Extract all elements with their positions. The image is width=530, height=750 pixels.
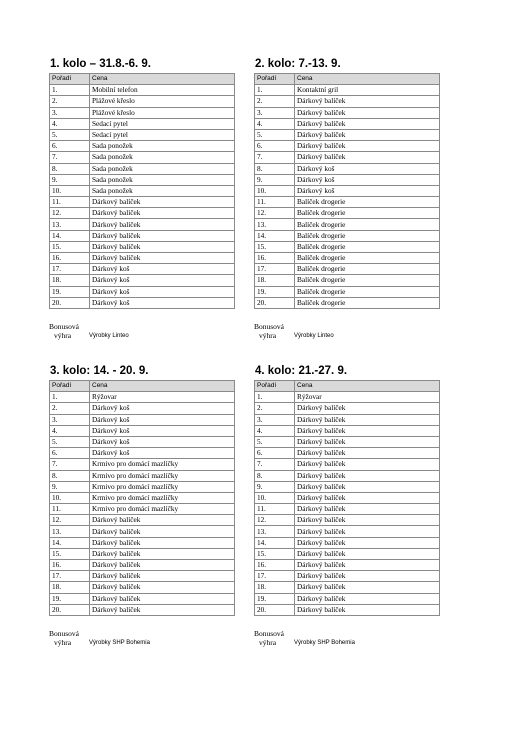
prize-cell: Mobilní telefon	[90, 85, 235, 96]
table-row	[255, 264, 440, 275]
prize-cell: Dárkový koš	[90, 425, 235, 436]
rank-cell: 10.	[255, 492, 295, 503]
round-2	[254, 57, 439, 342]
prize-cell: Dárkový koš	[295, 163, 440, 174]
rank-cell: 7.	[50, 152, 90, 163]
rank-cell: 17.	[50, 264, 90, 275]
table-row	[255, 241, 440, 252]
rank-cell: 11.	[50, 504, 90, 515]
bonus-label	[49, 629, 91, 647]
prize-cell: Krmivo pro domácí mazlíčky	[90, 492, 235, 503]
prize-cell: Dárkový balíček	[295, 403, 440, 414]
prize-cell: Balíček drogerie	[295, 253, 440, 264]
table-row	[255, 548, 440, 559]
round-3-bonus	[49, 629, 234, 649]
rank-cell: 10.	[50, 185, 90, 196]
prize-cell: Krmivo pro domácí mazlíčky	[90, 459, 235, 470]
prize-cell: Dárkový balíček	[295, 436, 440, 447]
rank-cell: 11.	[255, 504, 295, 515]
rank-cell: 6.	[50, 448, 90, 459]
rank-cell: 16.	[255, 560, 295, 571]
rank-cell: 12.	[255, 208, 295, 219]
prize-cell: Dárkový balíček	[295, 425, 440, 436]
prize-cell: Balíček drogerie	[295, 241, 440, 252]
round-4	[254, 364, 439, 649]
rank-cell: 8.	[255, 470, 295, 481]
prize-cell: Dárkový balíček	[295, 107, 440, 118]
round-4-prize-table	[254, 380, 440, 616]
bonus-label-line2: výhra	[259, 637, 277, 647]
table-row	[50, 492, 235, 503]
table-row	[255, 197, 440, 208]
table-row	[50, 152, 235, 163]
table-row	[50, 264, 235, 275]
round-1	[49, 57, 234, 342]
table-row	[50, 571, 235, 582]
table-row	[50, 297, 235, 308]
rank-cell: 5.	[255, 129, 295, 140]
prize-cell: Dárkový balíček	[90, 548, 235, 559]
table-row	[255, 515, 440, 526]
rank-cell: 15.	[255, 548, 295, 559]
table-row	[255, 504, 440, 515]
rank-cell: 5.	[50, 436, 90, 447]
prize-cell: Dárkový koš	[295, 185, 440, 196]
table-row	[50, 403, 235, 414]
rank-column-header: Pořadí	[255, 74, 295, 85]
round-3-title: 3. kolo: 14. - 20. 9.	[50, 365, 149, 377]
rank-cell: 8.	[50, 470, 90, 481]
table-row	[50, 174, 235, 185]
table-row	[255, 96, 440, 107]
table-row	[255, 85, 440, 96]
rank-cell: 20.	[50, 297, 90, 308]
rank-cell: 19.	[255, 286, 295, 297]
prize-cell: Dárkový balíček	[295, 118, 440, 129]
prize-cell: Dárkový balíček	[295, 537, 440, 548]
prize-column-header: Cena	[90, 381, 235, 392]
table-row	[255, 571, 440, 582]
table-row	[50, 515, 235, 526]
table-row	[255, 414, 440, 425]
prize-cell: Balíček drogerie	[295, 208, 440, 219]
rank-column-header: Pořadí	[50, 381, 90, 392]
rank-cell: 3.	[50, 414, 90, 425]
table-row	[50, 129, 235, 140]
table-row	[50, 425, 235, 436]
table-row	[255, 392, 440, 403]
table-row	[255, 470, 440, 481]
bonus-label-line1: Bonusová	[49, 321, 79, 331]
prize-cell: Krmivo pro domácí mazlíčky	[90, 481, 235, 492]
prize-cell: Plážové křeslo	[90, 96, 235, 107]
rank-cell: 16.	[255, 253, 295, 264]
rank-cell: 17.	[255, 264, 295, 275]
rank-cell: 17.	[50, 571, 90, 582]
prize-cell: Dárkový balíček	[295, 492, 440, 503]
prize-cell: Sada ponožek	[90, 152, 235, 163]
rank-cell: 20.	[255, 297, 295, 308]
rank-cell: 17.	[255, 571, 295, 582]
bonus-label	[254, 322, 296, 340]
rank-cell: 20.	[50, 604, 90, 615]
table-row	[50, 481, 235, 492]
table-row	[50, 436, 235, 447]
prize-cell: Rýžovar	[295, 392, 440, 403]
table-row	[255, 152, 440, 163]
prize-cell: Dárkový balíček	[295, 548, 440, 559]
table-row	[255, 208, 440, 219]
table-header-row	[50, 74, 235, 85]
rank-cell: 4.	[255, 118, 295, 129]
prize-cell: Sada ponožek	[90, 141, 235, 152]
rank-cell: 15.	[255, 241, 295, 252]
round-3	[49, 364, 234, 649]
bonus-label-line1: Bonusová	[254, 628, 284, 638]
rank-cell: 3.	[255, 107, 295, 118]
prize-cell: Balíček drogerie	[295, 297, 440, 308]
table-row	[255, 403, 440, 414]
rank-cell: 1.	[255, 85, 295, 96]
table-row	[50, 230, 235, 241]
prize-cell: Dárkový balíček	[90, 526, 235, 537]
prize-cell: Dárkový balíček	[90, 537, 235, 548]
table-row	[50, 107, 235, 118]
rank-cell: 4.	[50, 118, 90, 129]
table-row	[50, 537, 235, 548]
table-row	[255, 174, 440, 185]
prize-cell: Dárkový koš	[90, 448, 235, 459]
rank-cell: 19.	[50, 286, 90, 297]
round-1-prize-table	[49, 73, 235, 309]
table-row	[50, 604, 235, 615]
prize-column-header: Cena	[295, 74, 440, 85]
prize-cell: Krmivo pro domácí mazlíčky	[90, 470, 235, 481]
round-2-prize-table	[254, 73, 440, 309]
table-row	[50, 118, 235, 129]
rank-cell: 8.	[255, 163, 295, 174]
prize-cell: Dárkový balíček	[295, 481, 440, 492]
prize-cell: Dárkový balíček	[90, 571, 235, 582]
rank-cell: 9.	[50, 481, 90, 492]
prize-cell: Dárkový balíček	[295, 470, 440, 481]
prize-cell: Sada ponožek	[90, 174, 235, 185]
table-row	[255, 593, 440, 604]
rank-column-header: Pořadí	[50, 74, 90, 85]
table-header-row	[255, 381, 440, 392]
table-row	[255, 537, 440, 548]
bonus-label	[254, 629, 296, 647]
round-4-bonus	[254, 629, 439, 649]
table-row	[50, 208, 235, 219]
table-row	[255, 582, 440, 593]
prize-cell: Balíček drogerie	[295, 219, 440, 230]
prize-cell: Dárkový koš	[90, 264, 235, 275]
prize-cell: Dárkový balíček	[295, 448, 440, 459]
prize-cell: Rýžovar	[90, 392, 235, 403]
table-row	[50, 241, 235, 252]
table-row	[50, 197, 235, 208]
rank-cell: 14.	[50, 230, 90, 241]
table-row	[50, 448, 235, 459]
prize-cell: Balíček drogerie	[295, 230, 440, 241]
prize-cell: Sada ponožek	[90, 163, 235, 174]
rank-cell: 12.	[50, 208, 90, 219]
rank-cell: 6.	[50, 141, 90, 152]
rank-cell: 20.	[255, 604, 295, 615]
prize-cell: Sada ponožek	[90, 185, 235, 196]
rank-cell: 19.	[50, 593, 90, 604]
rank-cell: 14.	[50, 537, 90, 548]
table-row	[255, 459, 440, 470]
table-row	[255, 448, 440, 459]
table-row	[255, 253, 440, 264]
table-row	[255, 219, 440, 230]
table-row	[255, 436, 440, 447]
rank-cell: 11.	[50, 197, 90, 208]
rank-cell: 1.	[255, 392, 295, 403]
rank-cell: 11.	[255, 197, 295, 208]
prize-cell: Dárkový balíček	[295, 571, 440, 582]
rank-cell: 3.	[50, 107, 90, 118]
rank-cell: 1.	[50, 392, 90, 403]
table-header-row	[255, 74, 440, 85]
prize-cell: Dárkový balíček	[295, 504, 440, 515]
round-1-bonus	[49, 322, 234, 342]
rank-cell: 7.	[255, 152, 295, 163]
prize-cell: Plážové křeslo	[90, 107, 235, 118]
prize-cell: Dárkový koš	[90, 286, 235, 297]
table-row	[255, 230, 440, 241]
table-row	[50, 141, 235, 152]
prize-cell: Dárkový balíček	[90, 241, 235, 252]
bonus-label-line1: Bonusová	[254, 321, 284, 331]
table-row	[255, 297, 440, 308]
table-row	[50, 96, 235, 107]
table-row	[50, 414, 235, 425]
bonus-label	[49, 322, 91, 340]
table-header-row	[50, 381, 235, 392]
table-row	[50, 504, 235, 515]
rank-cell: 18.	[50, 275, 90, 286]
prize-cell: Dárkový balíček	[295, 526, 440, 537]
bonus-label-line2: výhra	[259, 330, 277, 340]
table-row	[50, 219, 235, 230]
rank-cell: 2.	[255, 96, 295, 107]
rank-cell: 9.	[255, 174, 295, 185]
prize-cell: Balíček drogerie	[295, 286, 440, 297]
bonus-value: Výrobky SHP Bohemia	[89, 639, 150, 646]
prize-cell: Dárkový koš	[90, 436, 235, 447]
prize-cell: Balíček drogerie	[295, 275, 440, 286]
table-row	[255, 275, 440, 286]
prize-cell: Dárkový balíček	[295, 141, 440, 152]
table-row	[255, 481, 440, 492]
bonus-label-line1: Bonusová	[49, 628, 79, 638]
rank-cell: 19.	[255, 593, 295, 604]
rank-cell: 4.	[255, 425, 295, 436]
rank-cell: 12.	[50, 515, 90, 526]
round-1-title: 1. kolo – 31.8.-6. 9.	[50, 58, 151, 70]
bonus-value: Výrobky Linteo	[294, 332, 334, 339]
prize-cell: Dárkový balíček	[295, 96, 440, 107]
prize-cell: Dárkový balíček	[295, 604, 440, 615]
table-row	[50, 593, 235, 604]
table-row	[50, 548, 235, 559]
rank-cell: 15.	[50, 241, 90, 252]
table-row	[50, 582, 235, 593]
prize-cell: Dárkový balíček	[90, 582, 235, 593]
rank-cell: 14.	[255, 537, 295, 548]
prize-cell: Dárkový koš	[90, 275, 235, 286]
rank-cell: 6.	[255, 141, 295, 152]
table-row	[50, 526, 235, 537]
rank-cell: 13.	[255, 219, 295, 230]
rank-cell: 12.	[255, 515, 295, 526]
table-row	[255, 425, 440, 436]
table-row	[50, 459, 235, 470]
table-row	[50, 560, 235, 571]
prize-cell: Balíček drogerie	[295, 197, 440, 208]
table-row	[50, 85, 235, 96]
table-row	[255, 163, 440, 174]
prize-column-header: Cena	[295, 381, 440, 392]
table-row	[255, 560, 440, 571]
table-row	[255, 141, 440, 152]
prize-cell: Dárkový balíček	[295, 560, 440, 571]
prize-cell: Dárkový balíček	[90, 593, 235, 604]
rank-cell: 2.	[50, 96, 90, 107]
prize-cell: Sedací pytel	[90, 129, 235, 140]
table-row	[50, 392, 235, 403]
table-row	[255, 492, 440, 503]
rank-cell: 13.	[50, 526, 90, 537]
table-row	[255, 286, 440, 297]
rank-cell: 18.	[255, 582, 295, 593]
rank-cell: 18.	[255, 275, 295, 286]
prize-cell: Dárkový balíček	[295, 515, 440, 526]
rank-column-header: Pořadí	[255, 381, 295, 392]
prize-cell: Dárkový balíček	[295, 152, 440, 163]
rank-cell: 7.	[50, 459, 90, 470]
table-row	[255, 604, 440, 615]
prize-cell: Dárkový balíček	[90, 208, 235, 219]
round-4-title: 4. kolo: 21.-27. 9.	[255, 365, 348, 377]
rank-cell: 10.	[255, 185, 295, 196]
bonus-value: Výrobky SHP Bohemia	[294, 639, 355, 646]
prize-cell: Dárkový balíček	[90, 560, 235, 571]
rank-cell: 13.	[255, 526, 295, 537]
prize-cell: Dárkový balíček	[295, 459, 440, 470]
table-row	[50, 275, 235, 286]
prize-cell: Dárkový koš	[90, 414, 235, 425]
bonus-label-line2: výhra	[54, 330, 72, 340]
prize-cell: Dárkový balíček	[90, 253, 235, 264]
rank-cell: 6.	[255, 448, 295, 459]
prize-cell: Dárkový balíček	[90, 515, 235, 526]
table-row	[50, 253, 235, 264]
prize-cell: Krmivo pro domácí mazlíčky	[90, 504, 235, 515]
table-row	[255, 185, 440, 196]
rank-cell: 10.	[50, 492, 90, 503]
prize-cell: Dárkový balíček	[90, 197, 235, 208]
rank-cell: 2.	[50, 403, 90, 414]
table-row	[255, 129, 440, 140]
prize-cell: Kontaktní gril	[295, 85, 440, 96]
rank-cell: 5.	[255, 436, 295, 447]
prize-cell: Dárkový balíček	[295, 582, 440, 593]
rank-cell: 18.	[50, 582, 90, 593]
rank-cell: 15.	[50, 548, 90, 559]
bonus-label-line2: výhra	[54, 637, 72, 647]
table-row	[255, 107, 440, 118]
rank-cell: 1.	[50, 85, 90, 96]
prize-cell: Dárkový balíček	[295, 129, 440, 140]
rank-cell: 9.	[255, 481, 295, 492]
rank-cell: 4.	[50, 425, 90, 436]
prize-cell: Dárkový koš	[90, 403, 235, 414]
prize-cell: Dárkový balíček	[90, 230, 235, 241]
table-row	[50, 185, 235, 196]
prize-cell: Dárkový koš	[295, 174, 440, 185]
rank-cell: 9.	[50, 174, 90, 185]
prize-column-header: Cena	[90, 74, 235, 85]
rank-cell: 14.	[255, 230, 295, 241]
rank-cell: 16.	[50, 253, 90, 264]
table-row	[255, 526, 440, 537]
table-row	[255, 118, 440, 129]
round-3-prize-table	[49, 380, 235, 616]
rank-cell: 7.	[255, 459, 295, 470]
table-row	[50, 163, 235, 174]
bonus-value: Výrobky Linteo	[89, 332, 129, 339]
rank-cell: 2.	[255, 403, 295, 414]
rank-cell: 13.	[50, 219, 90, 230]
round-2-bonus	[254, 322, 439, 342]
rank-cell: 16.	[50, 560, 90, 571]
prize-cell: Sedací pytel	[90, 118, 235, 129]
prize-cell: Dárkový balíček	[295, 414, 440, 425]
table-row	[50, 286, 235, 297]
rank-cell: 8.	[50, 163, 90, 174]
prize-cell: Dárkový balíček	[90, 604, 235, 615]
prize-cell: Dárkový balíček	[295, 593, 440, 604]
rank-cell: 5.	[50, 129, 90, 140]
prize-cell: Dárkový balíček	[90, 219, 235, 230]
prize-cell: Dárkový koš	[90, 297, 235, 308]
prize-cell: Balíček drogerie	[295, 264, 440, 275]
round-2-title: 2. kolo: 7.-13. 9.	[255, 58, 341, 70]
rank-cell: 3.	[255, 414, 295, 425]
table-row	[50, 470, 235, 481]
